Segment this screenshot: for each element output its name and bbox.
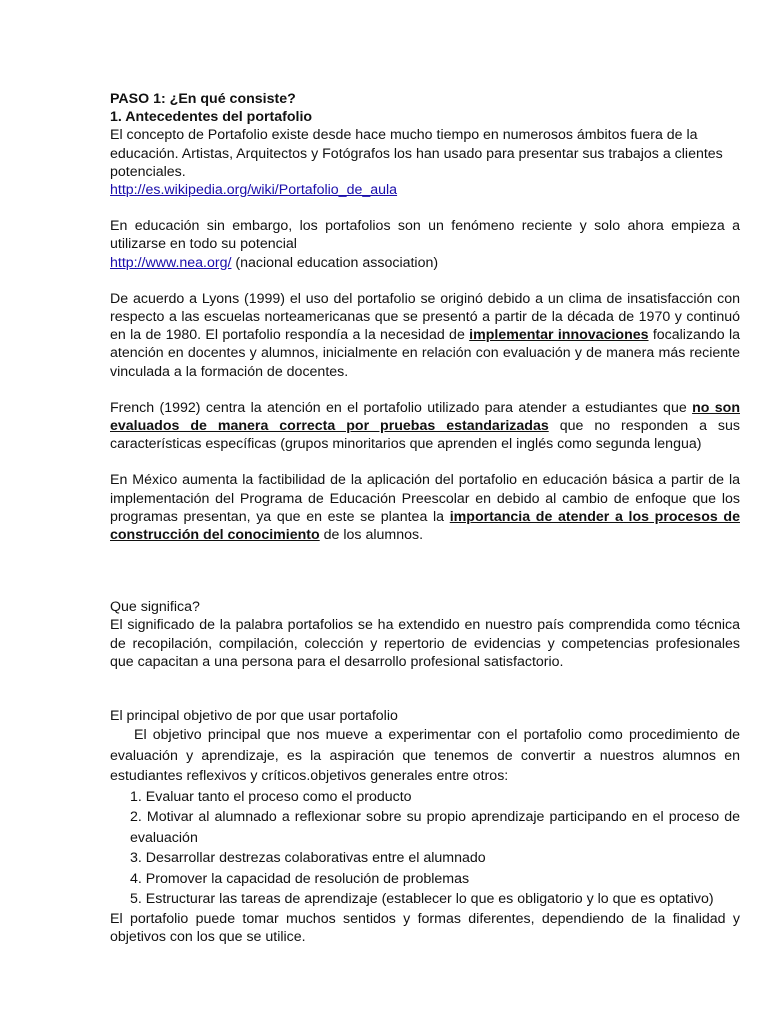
french-text-1: French (1992) centra la atención en el portafolio utilizado para atender a estudiantes que xyxy=(110,399,693,416)
wikipedia-link[interactable]: http://es.wikipedia.org/wiki/Portafolio_de_aula xyxy=(110,182,398,199)
paragraph-french xyxy=(110,399,740,454)
lyons-emphasis: implementar innovaciones xyxy=(469,327,649,344)
list-item: 3. Desarrollar destrezas colaborativas entre el alumnado xyxy=(130,850,486,867)
paragraph-portafolio-concept: El concepto de Portafolio existe desde hace mucho tiempo en numerosos ámbitos fuera de la educación. Artistas, Arquitectos y Fotógrafos los han usado para presentar sus trabajos a clientes potenciales. xyxy=(110,127,723,180)
nea-link[interactable]: http://www.nea.org/ xyxy=(110,254,232,271)
objetivo-intro: El objetivo principal que nos mueve a experimentar con el portafolio como procedimiento de evaluación y aprendizaje, es la aspiración que tenemos de convertir a nuestros alumnos en estudiantes reflexivos y críticos.objetivos generales entre otros: xyxy=(110,727,740,785)
que-significa-text: El significado de la palabra portafolios se ha extendido en nuestro país comprendida como técnica de recopilación, compilación, colección y repertorio de evidencias y competencias profesionales que capacitan a una persona para el desarrollo profesional satisfactorio. xyxy=(110,617,740,670)
paragraph-mexico xyxy=(110,471,740,544)
nea-description: (nacional education association) xyxy=(231,254,439,271)
lyons-text-2: focalizando la atención en docentes y alumnos, inicialmente en relación con evaluación y de manera más reciente vinculada a la formación de docentes. xyxy=(110,327,740,380)
list-item: 2. Motivar al alumnado a reflexionar sobre su propio aprendizaje participando en el proceso de evaluación xyxy=(130,809,740,846)
french-text-2: que no responden a sus características específicas (grupos minoritarios que aprenden el inglés como segunda lengua) xyxy=(110,418,740,453)
document-page xyxy=(110,90,740,946)
french-emphasis: no son evaluados de manera correcta por pruebas estandarizadas xyxy=(110,399,740,435)
mexico-emphasis: importancia de atender a los procesos de construcción del conocimiento xyxy=(110,508,740,544)
objetivo-heading: El principal objetivo de por que usar portafolio xyxy=(110,708,398,725)
objetivos-list xyxy=(110,787,740,910)
paragraph-education: En educación sin embargo, los portafolios son un fenómeno reciente y solo ahora empieza a utilizarse en todo su potencial xyxy=(110,218,740,253)
paso-title: PASO 1: ¿En qué consiste? xyxy=(110,91,296,107)
section-title: 1. Antecedentes del portafolio xyxy=(110,109,313,126)
list-item: 4. Promover la capacidad de resolución de problemas xyxy=(130,870,470,887)
lyons-text-1: De acuerdo a Lyons (1999) el uso del portafolio se originó debido a un clima de insatisfacción con respecto a las escuelas norteamericanas que se presentó a partir de la década de 1970 y continuó en la de 1980. El portafolio respondía a la necesidad de xyxy=(110,290,740,344)
paragraph-lyons xyxy=(110,290,740,381)
nea-line xyxy=(110,254,740,272)
que-significa-heading: Que significa? xyxy=(110,599,200,616)
closing-paragraph: El portafolio puede tomar muchos sentidos y formas diferentes, dependiendo de la finalidad y objetivos con los que se utilice. xyxy=(110,910,740,945)
list-item: 5. Estructurar las tareas de aprendizaje (establecer lo que es obligatorio y lo que es optativo) xyxy=(130,891,714,908)
list-item: 1. Evaluar tanto el proceso como el producto xyxy=(130,788,412,805)
mexico-text-1: En México aumenta la factibilidad de la aplicación del portafolio en educación básica a partir de la implementación del Programa de Educación Preescolar en debido al cambio de enfoque que los programas presentan, ya que en este se plantea la xyxy=(110,472,740,525)
mexico-text-2: de los alumnos. xyxy=(319,527,424,544)
